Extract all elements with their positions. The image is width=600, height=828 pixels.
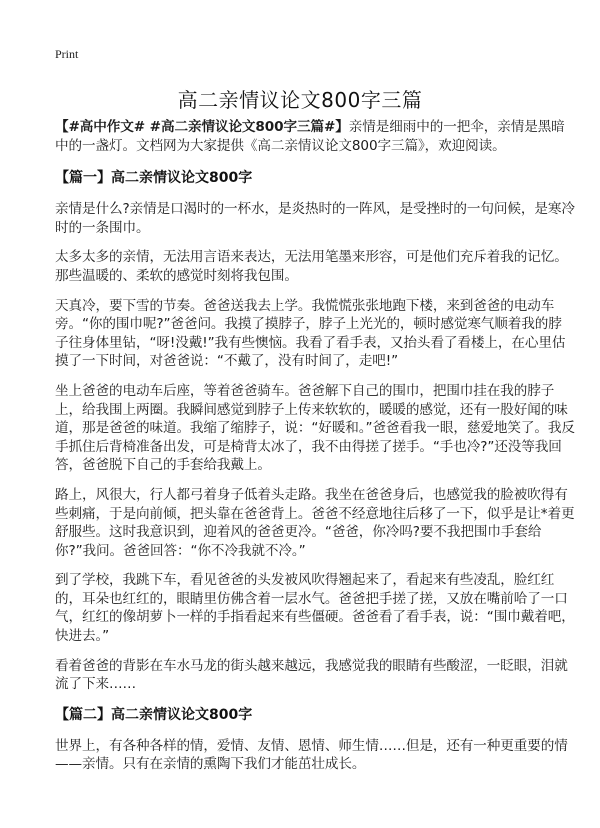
section-heading-2: 【篇二】高二亲情议论文800字: [55, 706, 253, 723]
section-1-paragraph: 天真冷，要下雪的节奏。爸爸送我去上学。我慌慌张张地跑下楼，来到爸爸的电动车旁。“你的围巾呢?”爸爸问。我摸了摸脖子，脖子上光光的，顿时感觉寒气顺着我的脖子往身体里钻，“呀!没戴!”我有些懊恼。我看了看手表，又抬头看了看楼上，在心里估摸了一下时间，对爸爸说：“不戴了，没有时间了，走吧!”: [55, 297, 566, 370]
section-1-paragraph: 路上，风很大，行人都弓着身子低着头走路。我坐在爸爸身后，也感觉我的脸被吹得有些刺痛，于是向前倾，把头靠在爸爸背上。爸爸不经意地往后移了一下，似乎是让*着更舒服些。这时我意识到，迎着风的爸爸更冷。“爸爸，你冷吗?要不我把围巾手套给你?”我问。爸爸回答：“你不冷我就不冷。”: [55, 486, 575, 559]
intro-tag: 【#高中作文# #高二亲情议论文800字三篇#】: [55, 119, 349, 135]
intro-text: 亲情是细雨中的一把伞，亲情是黑暗中的一盏灯。文档网为大家提供《高二亲情议论文800字三篇》，欢迎阅读。: [55, 119, 565, 154]
document-title: 高二亲情议论文800字三篇: [177, 88, 423, 112]
print-label[interactable]: Print: [55, 47, 79, 61]
document-body: [55, 118, 575, 785]
section-1-paragraph: 亲情是什么?亲情是口渴时的一杯水，是炎热时的一阵风，是受挫时的一句问候，是寒冷时的一条围巾。: [55, 201, 575, 236]
intro-paragraph: [55, 118, 575, 155]
section-1-paragraph: 到了学校，我跳下车，看见爸爸的头发被风吹得翘起来了，看起来有些凌乱，脸红红的，耳朵也红红的，眼睛里仿佛含着一层水气。爸爸把手搓了搓，又放在嘴前哈了一口气，红红的像胡萝卜一样的手指看起来有些僵硬。爸爸看了看手表，说：“围巾戴着吧，快进去。”: [55, 572, 575, 645]
section-1-paragraph: 太多太多的亲情，无法用言语来表达，无法用笔墨来形容，可是他们充斥着我的记忆。那些温暖的、柔软的感觉时刻将我包围。: [55, 249, 568, 284]
section-1-paragraph: 看着爸爸的背影在车水马龙的街头越来越远，我感觉我的眼睛有些酸涩，一眨眼，泪就流了下来……: [55, 657, 568, 693]
section-heading-1: 【篇一】高二亲情议论文800字: [55, 170, 253, 187]
section-1-paragraph: 坐上爸爸的电动车后座，等着爸爸骑车。爸爸解下自己的围巾，把围巾挂在我的脖子上，给我围上两圈。我瞬间感觉到脖子上传来软软的，暖暖的感觉，还有一股好闻的味道，那是爸爸的味道。我缩了缩脖子，说：“好暖和。”爸爸看我一眼，慈爱地笑了。我反手抓住后背椅准备出发，可是椅背太冰了，我不由得搓了搓手。“手也冷?”还没等我回答，爸爸脱下自己的手套给我戴上。: [55, 382, 575, 474]
section-2-paragraph: 世界上，有各种各样的情，爱情、友情、恩情、师生情……但是，还有一种更重要的情——亲情。只有在亲情的熏陶下我们才能茁壮成长。: [55, 737, 568, 773]
